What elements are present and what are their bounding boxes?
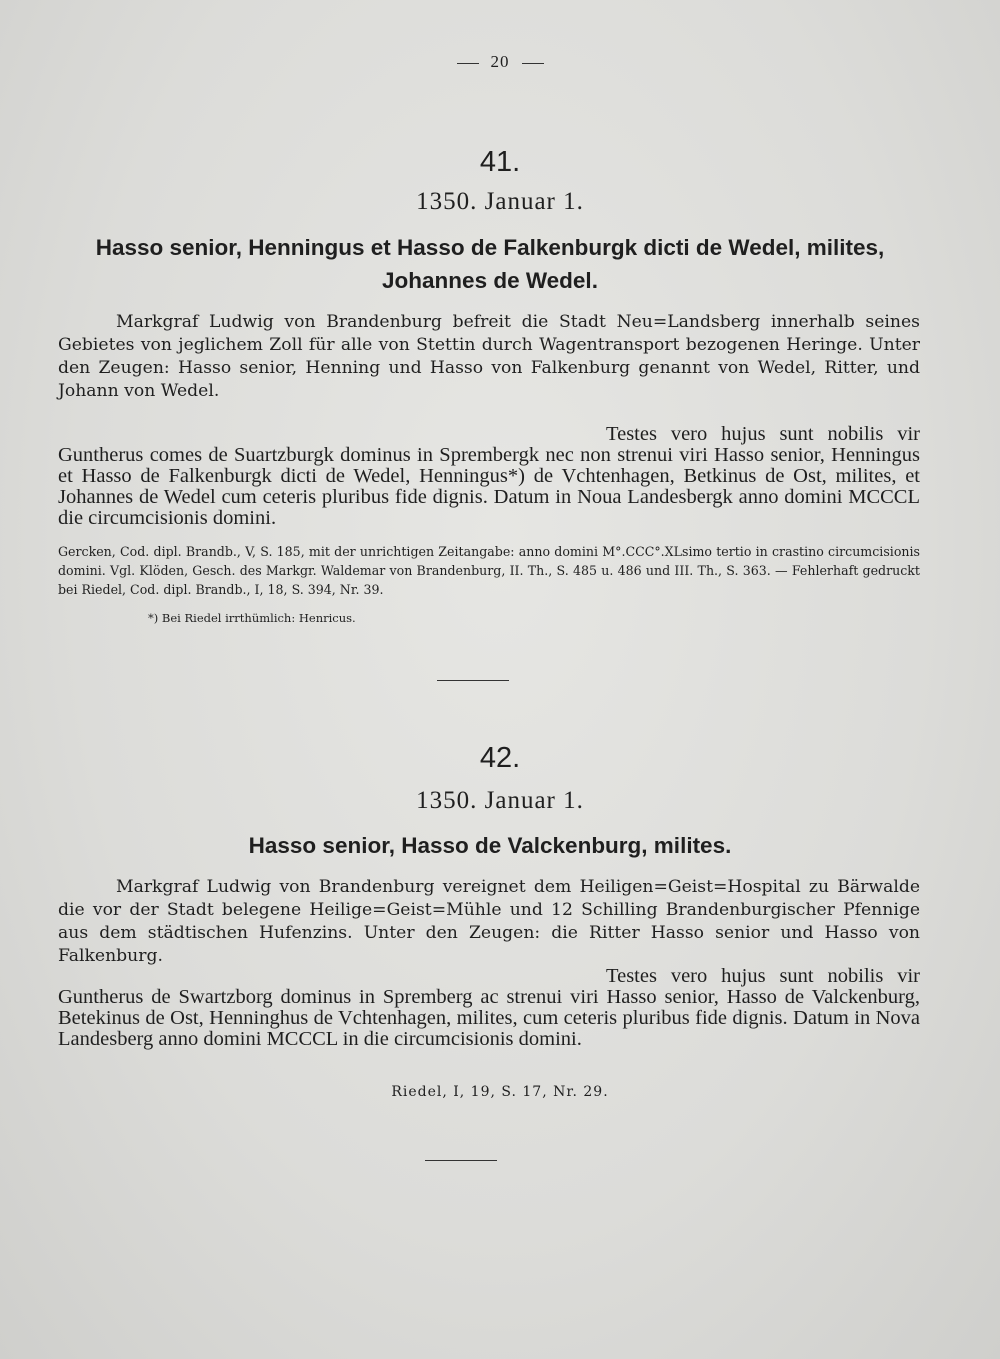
doc41-title: [60, 231, 920, 297]
doc42-date: 1350. Januar 1.: [416, 787, 584, 814]
doc41-title-line2: Johannes de Wedel.: [382, 268, 598, 293]
doc41-regest-text: Markgraf Ludwig von Brandenburg befreit die Stadt Neu=Landsberg innerhalb seines Gebietes von jeglichem Zoll für alle von Stettin durch Wagentransport bezogenen Heringe. Unter den Zeugen: Hasso senior, Henning und Hasso von Falkenburg genannt von Wedel, Ritter, und Johann von Wedel.: [58, 312, 920, 401]
doc42-latin: [58, 966, 920, 1050]
doc42-regest: [58, 876, 920, 968]
page-number-line: [0, 52, 1000, 72]
doc42-number: 42.: [479, 742, 521, 774]
doc41-source-text: Gercken, Cod. dipl. Brandb., V, S. 185, mit der unrichtigen Zeitangabe: anno domini M°.CCC°.XLsimo tertio in crastino circumcisionis domini. Vgl. Klöden, Gesch. des Markgr. Waldemar von Brandenburg, II. Th., S. 485 u. 486 und III. Th., S. 363. — Fehlerhaft gedruckt bei Riedel, Cod. dipl. Brandb., I, 18, S. 394, Nr. 39.: [58, 544, 920, 597]
dash-left: [457, 63, 479, 64]
doc41-footnote: *) Bei Riedel irrthümlich: Henricus.: [148, 611, 356, 625]
doc41-latin-text: Testes vero hujus sunt nobilis vir Guntherus comes de Suartzburgk dominus in Sprembergk nec non strenui viri Hasso senior, Henningus et Hasso de Falkenburgk dicti de Wedel, Henningus*) de Vchtenhagen, Betkinus de Ost, milites, et Johannes de Wedel cum ceteris pluribus fide dignis. Datum in Noua Landesbergk anno domini MCCCL die circumcisionis domini.: [58, 423, 920, 529]
doc41-latin: [58, 424, 920, 529]
doc41-title-line1: Hasso senior, Henningus et Hasso de Falkenburgk dicti de Wedel, milites,: [95, 235, 885, 260]
doc42-latin-text: Testes vero hujus sunt nobilis vir Guntherus de Swartzborg dominus in Spremberg ac strenui viri Hasso senior, Hasso de Valckenburg, Betekinus de Ost, Henninghus de Vchtenhagen, milites, cum ceteris pluribus fide dignis. Datum in Nova Landesberg anno domini MCCCL in die circumcisionis domini.: [58, 965, 920, 1050]
doc42-reference: Riedel, I, 19, S. 17, Nr. 29.: [391, 1084, 609, 1100]
dash-right: [522, 63, 544, 64]
separator-rule-end: [425, 1160, 497, 1161]
doc42-title: Hasso senior, Hasso de Valckenburg, milites.: [248, 833, 732, 858]
doc42-regest-text: Markgraf Ludwig von Brandenburg vereignet dem Heiligen=Geist=Hospital zu Bärwalde die vor der Stadt belegene Heilige=Geist=Mühle und 12 Schilling Brandenburgischer Pfennige aus dem städtischen Hufenzins. Unter den Zeugen: die Ritter Hasso senior und Hasso von Falkenburg.: [58, 877, 920, 966]
doc41-date: 1350. Januar 1.: [416, 188, 584, 215]
page-number: 20: [490, 52, 510, 71]
doc41-regest: [58, 311, 920, 403]
doc41-source: [58, 542, 920, 599]
separator-rule: [437, 680, 509, 681]
doc41-number: 41.: [479, 146, 521, 178]
